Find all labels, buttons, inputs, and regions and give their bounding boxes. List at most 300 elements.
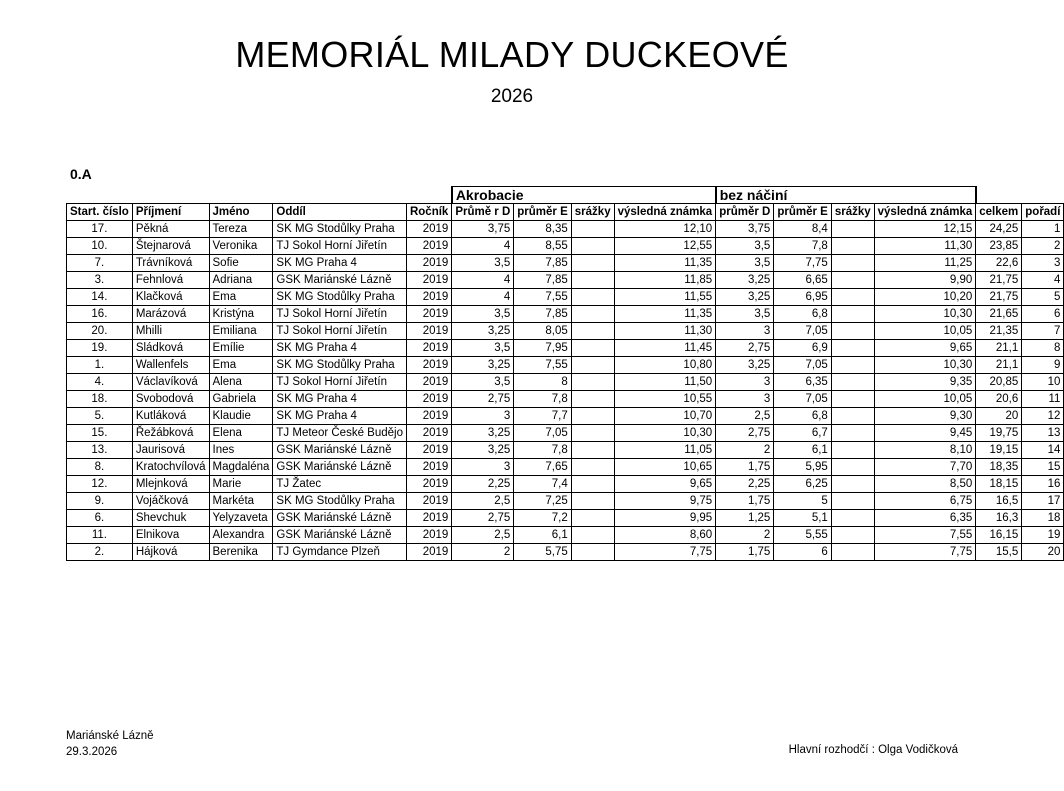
cell-akro-e: 7,55 [514, 289, 572, 306]
cell-bez-e: 6,25 [774, 476, 832, 493]
group-header-row [67, 187, 1064, 204]
cell-club: SK MG Praha 4 [273, 340, 407, 357]
cell-total: 16,5 [976, 493, 1022, 510]
cell-akro-deductions [571, 527, 614, 544]
cell-year: 2019 [406, 476, 451, 493]
cell-bez-e: 6,8 [774, 408, 832, 425]
cell-total: 21,1 [976, 340, 1022, 357]
cell-akro-e: 5,75 [514, 544, 572, 561]
cell-total: 19,15 [976, 442, 1022, 459]
cell-surname: Sládková [132, 340, 209, 357]
cell-akro-d: 3,75 [452, 221, 514, 238]
cell-club: SK MG Stodůlky Praha [273, 493, 407, 510]
cell-surname: Kutláková [132, 408, 209, 425]
table-row [67, 340, 1064, 357]
cell-bez-d: 1,75 [716, 544, 774, 561]
cell-akro-e: 8,55 [514, 238, 572, 255]
cell-bez-e: 6,8 [774, 306, 832, 323]
cell-akro-d: 3 [452, 408, 514, 425]
cell-surname: Klačková [132, 289, 209, 306]
cell-akro-d: 4 [452, 272, 514, 289]
cell-bez-final: 10,05 [874, 323, 976, 340]
table-row [67, 391, 1064, 408]
cell-first-name: Alexandra [209, 527, 273, 544]
cell-year: 2019 [406, 408, 451, 425]
cell-bez-deductions [831, 391, 874, 408]
cell-total: 20,6 [976, 391, 1022, 408]
cell-club: GSK Mariánské Lázně [273, 459, 407, 476]
cell-surname: Mhilli [132, 323, 209, 340]
cell-akro-e: 7,85 [514, 306, 572, 323]
cell-akro-final: 11,85 [614, 272, 716, 289]
cell-first-name: Magdaléna [209, 459, 273, 476]
col-akro-deductions: srážky [571, 204, 614, 221]
cell-start-number: 5. [67, 408, 133, 425]
cell-total: 15,5 [976, 544, 1022, 561]
cell-club: TJ Sokol Horní Jiřetín [273, 374, 407, 391]
cell-bez-e: 7,05 [774, 357, 832, 374]
cell-bez-final: 7,55 [874, 527, 976, 544]
cell-start-number: 15. [67, 425, 133, 442]
cell-total: 18,35 [976, 459, 1022, 476]
cell-bez-e: 6,65 [774, 272, 832, 289]
cell-first-name: Alena [209, 374, 273, 391]
cell-bez-deductions [831, 306, 874, 323]
cell-bez-e: 6,1 [774, 442, 832, 459]
cell-bez-deductions [831, 289, 874, 306]
cell-first-name: Marie [209, 476, 273, 493]
cell-total: 20 [976, 408, 1022, 425]
cell-akro-deductions [571, 408, 614, 425]
cell-first-name: Ines [209, 442, 273, 459]
table-row [67, 255, 1064, 272]
cell-bez-e: 6,9 [774, 340, 832, 357]
footer-date: 29.3.2026 [66, 746, 118, 758]
cell-total: 21,65 [976, 306, 1022, 323]
cell-bez-final: 8,50 [874, 476, 976, 493]
cell-first-name: Berenika [209, 544, 273, 561]
cell-bez-e: 6,95 [774, 289, 832, 306]
cell-akro-deductions [571, 544, 614, 561]
col-akro-final: výsledná známka [614, 204, 716, 221]
cell-start-number: 16. [67, 306, 133, 323]
cell-akro-e: 7,85 [514, 272, 572, 289]
cell-start-number: 6. [67, 510, 133, 527]
col-bez-deductions: srážky [831, 204, 874, 221]
cell-bez-d: 3 [716, 391, 774, 408]
cell-start-number: 20. [67, 323, 133, 340]
cell-surname: Svobodová [132, 391, 209, 408]
table-row [67, 544, 1064, 561]
cell-bez-final: 9,90 [874, 272, 976, 289]
cell-surname: Pěkná [132, 221, 209, 238]
cell-akro-e: 8,05 [514, 323, 572, 340]
cell-rank: 3 [1022, 255, 1064, 272]
cell-akro-final: 10,30 [614, 425, 716, 442]
cell-bez-e: 5,95 [774, 459, 832, 476]
cell-rank: 10 [1022, 374, 1064, 391]
cell-year: 2019 [406, 221, 451, 238]
cell-rank: 2 [1022, 238, 1064, 255]
group-header-bez-nacini: bez náčiní [716, 187, 976, 204]
cell-start-number: 13. [67, 442, 133, 459]
cell-akro-deductions [571, 238, 614, 255]
col-bez-final: výsledná známka [874, 204, 976, 221]
cell-total: 16,15 [976, 527, 1022, 544]
cell-rank: 19 [1022, 527, 1064, 544]
cell-akro-deductions [571, 221, 614, 238]
cell-first-name: Adriana [209, 272, 273, 289]
footer-place: Mariánské Lázně [66, 730, 154, 742]
cell-club: SK MG Stodůlky Praha [273, 289, 407, 306]
cell-club: SK MG Praha 4 [273, 391, 407, 408]
cell-first-name: Tereza [209, 221, 273, 238]
cell-akro-deductions [571, 374, 614, 391]
cell-first-name: Yelyzaveta [209, 510, 273, 527]
cell-rank: 5 [1022, 289, 1064, 306]
cell-surname: Marázová [132, 306, 209, 323]
cell-start-number: 8. [67, 459, 133, 476]
cell-bez-deductions [831, 238, 874, 255]
cell-rank: 18 [1022, 510, 1064, 527]
col-akro-d: Průmě r D [452, 204, 514, 221]
cell-akro-deductions [571, 323, 614, 340]
cell-club: TJ Žatec [273, 476, 407, 493]
table-row [67, 459, 1064, 476]
cell-akro-d: 4 [452, 238, 514, 255]
cell-club: GSK Mariánské Lázně [273, 272, 407, 289]
cell-rank: 8 [1022, 340, 1064, 357]
cell-bez-d: 2 [716, 527, 774, 544]
cell-club: GSK Mariánské Lázně [273, 527, 407, 544]
col-club: Oddíl [273, 204, 407, 221]
table-row [67, 221, 1064, 238]
cell-surname: Štejnarová [132, 238, 209, 255]
cell-akro-d: 2 [452, 544, 514, 561]
col-bez-d: průměr D [716, 204, 774, 221]
cell-akro-e: 7,95 [514, 340, 572, 357]
cell-akro-deductions [571, 442, 614, 459]
cell-rank: 16 [1022, 476, 1064, 493]
col-total: celkem [976, 204, 1022, 221]
group-header-spacer-right [976, 187, 1064, 204]
cell-year: 2019 [406, 527, 451, 544]
col-first-name: Jméno [209, 204, 273, 221]
cell-bez-deductions [831, 374, 874, 391]
cell-bez-final: 10,05 [874, 391, 976, 408]
cell-first-name: Veronika [209, 238, 273, 255]
cell-bez-d: 3,25 [716, 289, 774, 306]
cell-akro-e: 7,8 [514, 391, 572, 408]
cell-surname: Jaurisová [132, 442, 209, 459]
cell-start-number: 3. [67, 272, 133, 289]
cell-club: SK MG Praha 4 [273, 408, 407, 425]
col-start-number: Start. číslo [67, 204, 133, 221]
cell-start-number: 9. [67, 493, 133, 510]
group-header-spacer [67, 187, 452, 204]
cell-bez-e: 5,1 [774, 510, 832, 527]
cell-club: TJ Sokol Horní Jiřetín [273, 238, 407, 255]
cell-bez-d: 3,5 [716, 306, 774, 323]
cell-bez-e: 7,05 [774, 323, 832, 340]
cell-total: 16,3 [976, 510, 1022, 527]
cell-bez-deductions [831, 442, 874, 459]
cell-akro-deductions [571, 493, 614, 510]
cell-akro-d: 3,25 [452, 442, 514, 459]
cell-akro-e: 7,4 [514, 476, 572, 493]
cell-bez-e: 7,75 [774, 255, 832, 272]
cell-club: SK MG Stodůlky Praha [273, 221, 407, 238]
cell-bez-final: 6,75 [874, 493, 976, 510]
cell-bez-e: 6,7 [774, 425, 832, 442]
cell-year: 2019 [406, 357, 451, 374]
cell-bez-final: 9,35 [874, 374, 976, 391]
cell-bez-d: 3,5 [716, 238, 774, 255]
cell-start-number: 12. [67, 476, 133, 493]
cell-club: GSK Mariánské Lázně [273, 510, 407, 527]
cell-akro-d: 3,25 [452, 323, 514, 340]
cell-year: 2019 [406, 459, 451, 476]
cell-bez-d: 3,25 [716, 272, 774, 289]
cell-bez-e: 6 [774, 544, 832, 561]
table-row [67, 289, 1064, 306]
cell-bez-d: 2,75 [716, 425, 774, 442]
group-header-akrobacie: Akrobacie [452, 187, 716, 204]
cell-akro-final: 11,05 [614, 442, 716, 459]
col-akro-e: průměr E [514, 204, 572, 221]
cell-total: 20,85 [976, 374, 1022, 391]
cell-first-name: Ema [209, 289, 273, 306]
cell-akro-deductions [571, 255, 614, 272]
cell-start-number: 17. [67, 221, 133, 238]
cell-bez-final: 10,30 [874, 357, 976, 374]
table-row [67, 442, 1064, 459]
cell-akro-final: 9,75 [614, 493, 716, 510]
cell-akro-final: 11,35 [614, 306, 716, 323]
cell-akro-e: 7,85 [514, 255, 572, 272]
cell-akro-deductions [571, 272, 614, 289]
cell-total: 18,15 [976, 476, 1022, 493]
cell-club: TJ Gymdance Plzeň [273, 544, 407, 561]
cell-akro-final: 7,75 [614, 544, 716, 561]
cell-bez-e: 7,05 [774, 391, 832, 408]
col-rank: pořadí [1022, 204, 1064, 221]
cell-akro-final: 11,45 [614, 340, 716, 357]
cell-club: SK MG Stodůlky Praha [273, 357, 407, 374]
cell-bez-final: 6,35 [874, 510, 976, 527]
cell-year: 2019 [406, 323, 451, 340]
cell-akro-deductions [571, 357, 614, 374]
cell-akro-e: 8,35 [514, 221, 572, 238]
cell-first-name: Emílie [209, 340, 273, 357]
cell-first-name: Ema [209, 357, 273, 374]
cell-bez-d: 3,75 [716, 221, 774, 238]
cell-year: 2019 [406, 374, 451, 391]
cell-bez-d: 2 [716, 442, 774, 459]
cell-first-name: Sofie [209, 255, 273, 272]
footer-head-judge: Hlavní rozhodčí : Olga Vodičková [788, 744, 958, 756]
cell-bez-e: 6,35 [774, 374, 832, 391]
cell-bez-d: 3 [716, 374, 774, 391]
cell-club: TJ Meteor České Budějo [273, 425, 407, 442]
cell-total: 23,85 [976, 238, 1022, 255]
cell-start-number: 2. [67, 544, 133, 561]
cell-akro-d: 3,5 [452, 340, 514, 357]
cell-bez-d: 3 [716, 323, 774, 340]
cell-bez-d: 3,5 [716, 255, 774, 272]
cell-start-number: 18. [67, 391, 133, 408]
table-row [67, 510, 1064, 527]
cell-bez-d: 3,25 [716, 357, 774, 374]
cell-start-number: 11. [67, 527, 133, 544]
cell-akro-d: 3,5 [452, 306, 514, 323]
column-header-row [67, 204, 1064, 221]
cell-akro-d: 2,75 [452, 391, 514, 408]
cell-start-number: 4. [67, 374, 133, 391]
col-bez-e: průměr E [774, 204, 832, 221]
cell-akro-deductions [571, 289, 614, 306]
cell-surname: Wallenfels [132, 357, 209, 374]
table-row [67, 476, 1064, 493]
cell-club: TJ Sokol Horní Jiřetín [273, 306, 407, 323]
cell-club: GSK Mariánské Lázně [273, 442, 407, 459]
cell-bez-final: 9,30 [874, 408, 976, 425]
cell-total: 22,6 [976, 255, 1022, 272]
cell-bez-d: 1,25 [716, 510, 774, 527]
results-body [67, 221, 1064, 561]
cell-bez-e: 7,8 [774, 238, 832, 255]
cell-akro-d: 3,25 [452, 357, 514, 374]
cell-rank: 7 [1022, 323, 1064, 340]
cell-rank: 13 [1022, 425, 1064, 442]
cell-bez-final: 10,30 [874, 306, 976, 323]
cell-akro-final: 11,50 [614, 374, 716, 391]
cell-bez-final: 8,10 [874, 442, 976, 459]
cell-bez-deductions [831, 459, 874, 476]
cell-akro-e: 7,55 [514, 357, 572, 374]
cell-rank: 14 [1022, 442, 1064, 459]
cell-rank: 15 [1022, 459, 1064, 476]
cell-akro-final: 12,10 [614, 221, 716, 238]
cell-akro-final: 12,55 [614, 238, 716, 255]
cell-year: 2019 [406, 493, 451, 510]
cell-bez-final: 7,70 [874, 459, 976, 476]
cell-akro-d: 3,5 [452, 255, 514, 272]
cell-rank: 20 [1022, 544, 1064, 561]
category-label: 0.A [70, 166, 92, 182]
cell-akro-final: 11,30 [614, 323, 716, 340]
cell-total: 21,35 [976, 323, 1022, 340]
cell-akro-final: 9,95 [614, 510, 716, 527]
cell-akro-d: 2,25 [452, 476, 514, 493]
cell-start-number: 19. [67, 340, 133, 357]
cell-rank: 17 [1022, 493, 1064, 510]
cell-akro-e: 7,2 [514, 510, 572, 527]
cell-akro-e: 6,1 [514, 527, 572, 544]
competition-year: 2026 [490, 86, 534, 107]
cell-bez-final: 12,15 [874, 221, 976, 238]
cell-first-name: Emiliana [209, 323, 273, 340]
cell-bez-deductions [831, 510, 874, 527]
cell-bez-deductions [831, 544, 874, 561]
cell-year: 2019 [406, 510, 451, 527]
cell-akro-final: 11,35 [614, 255, 716, 272]
cell-bez-deductions [831, 476, 874, 493]
results-table [66, 186, 1064, 561]
cell-akro-e: 7,7 [514, 408, 572, 425]
cell-year: 2019 [406, 272, 451, 289]
cell-bez-d: 1,75 [716, 459, 774, 476]
cell-rank: 11 [1022, 391, 1064, 408]
cell-first-name: Klaudie [209, 408, 273, 425]
cell-akro-deductions [571, 510, 614, 527]
table-row [67, 323, 1064, 340]
footer-place-date [66, 728, 154, 760]
cell-year: 2019 [406, 544, 451, 561]
table-row [67, 527, 1064, 544]
cell-bez-e: 5,55 [774, 527, 832, 544]
cell-akro-e: 7,65 [514, 459, 572, 476]
cell-akro-deductions [571, 425, 614, 442]
col-surname: Příjmení [132, 204, 209, 221]
cell-bez-deductions [831, 527, 874, 544]
cell-start-number: 14. [67, 289, 133, 306]
cell-year: 2019 [406, 238, 451, 255]
cell-bez-d: 2,25 [716, 476, 774, 493]
cell-bez-final: 11,30 [874, 238, 976, 255]
cell-akro-d: 2,75 [452, 510, 514, 527]
cell-akro-d: 4 [452, 289, 514, 306]
cell-start-number: 1. [67, 357, 133, 374]
cell-bez-deductions [831, 408, 874, 425]
cell-akro-deductions [571, 306, 614, 323]
cell-surname: Vojáčková [132, 493, 209, 510]
cell-bez-deductions [831, 221, 874, 238]
cell-start-number: 10. [67, 238, 133, 255]
cell-akro-final: 8,60 [614, 527, 716, 544]
page-title: MEMORIÁL MILADY DUCKEOVÉ [235, 34, 789, 75]
cell-year: 2019 [406, 255, 451, 272]
cell-surname: Elnikova [132, 527, 209, 544]
cell-first-name: Markéta [209, 493, 273, 510]
cell-bez-d: 1,75 [716, 493, 774, 510]
cell-club: SK MG Praha 4 [273, 255, 407, 272]
cell-year: 2019 [406, 391, 451, 408]
cell-akro-d: 3,25 [452, 425, 514, 442]
cell-year: 2019 [406, 306, 451, 323]
cell-surname: Shevchuk [132, 510, 209, 527]
cell-bez-e: 5 [774, 493, 832, 510]
cell-akro-deductions [571, 391, 614, 408]
cell-first-name: Gabriela [209, 391, 273, 408]
table-row [67, 374, 1064, 391]
table-row [67, 238, 1064, 255]
cell-bez-final: 9,45 [874, 425, 976, 442]
cell-total: 21,75 [976, 289, 1022, 306]
cell-akro-e: 8 [514, 374, 572, 391]
cell-rank: 1 [1022, 221, 1064, 238]
cell-surname: Fehnlová [132, 272, 209, 289]
cell-total: 21,1 [976, 357, 1022, 374]
cell-first-name: Kristýna [209, 306, 273, 323]
cell-akro-d: 2,5 [452, 493, 514, 510]
cell-bez-deductions [831, 357, 874, 374]
cell-bez-deductions [831, 323, 874, 340]
cell-surname: Řežábková [132, 425, 209, 442]
cell-bez-deductions [831, 255, 874, 272]
cell-rank: 9 [1022, 357, 1064, 374]
cell-bez-deductions [831, 340, 874, 357]
